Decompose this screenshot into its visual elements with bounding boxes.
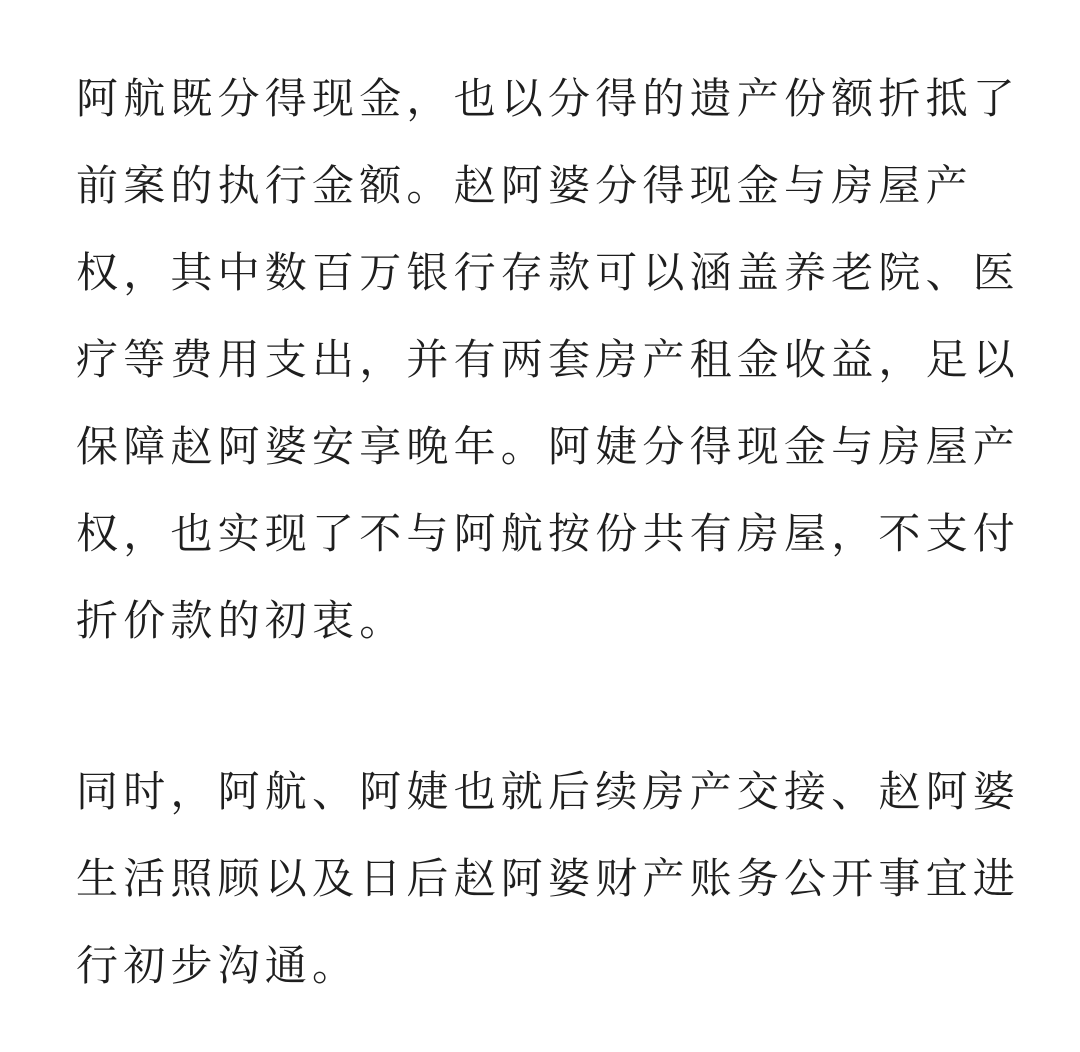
article-body bbox=[76, 70, 1021, 1024]
text-line: 前案的执行金额。赵阿婆分得现金与房屋产 bbox=[76, 161, 973, 210]
paragraph-spacer bbox=[76, 679, 1016, 763]
text-line: 阿航既分得现金，也以分得的遗产份额折抵了 bbox=[76, 74, 1021, 123]
text-line: 折价款的初衷。 bbox=[76, 596, 407, 645]
text-line: 疗等费用支出，并有两套房产租金收益，足以 bbox=[76, 335, 1021, 384]
text-line: 同时，阿航、阿婕也就后续房产交接、赵阿婆 bbox=[76, 767, 1021, 816]
text-line: 保障赵阿婆安享晚年。阿婕分得现金与房屋产 bbox=[76, 422, 1021, 471]
text-line: 权，也实现了不与阿航按份共有房屋，不支付 bbox=[76, 509, 1021, 558]
paragraph-1 bbox=[76, 70, 1021, 679]
text-line: 生活照顾以及日后赵阿婆财产账务公开事宜进 bbox=[76, 854, 1021, 903]
text-line: 权，其中数百万银行存款可以涵盖养老院、医 bbox=[76, 248, 1021, 297]
text-line: 行初步沟通。 bbox=[76, 941, 360, 990]
paragraph-2 bbox=[76, 763, 1021, 1024]
